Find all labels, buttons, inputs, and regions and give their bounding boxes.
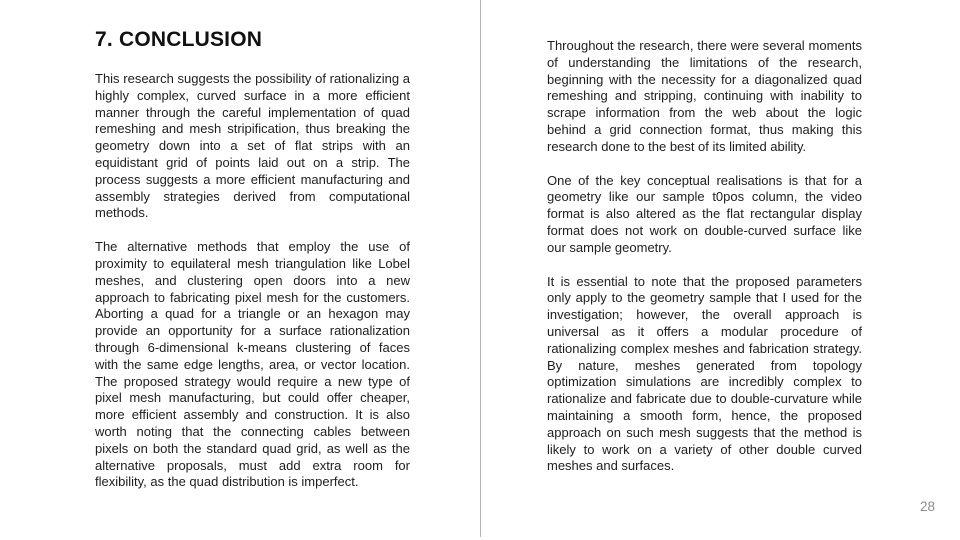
right-paragraph-1: Throughout the research, there were several moments of understanding the limitations of the research, beginning with the necessity for a diagonalized quad remeshing and stripping, continuing with inability to scrape information from the web about the logic behind a grid connection format, thus making this research done to the best of its limited ability. [547,38,862,154]
right-paragraph-2: One of the key conceptual realisations is that for a geometry like our sample t0pos column, the video format is also altered as the flat rectangular display format does not work on double-curved surface like our sample geometry. [547,172,862,255]
right-paragraph-3: It is essential to note that the proposed parameters only apply to the geometry sample that I used for the investigation; however, the overall approach is universal as it offers a modular procedure of rationalizing complex meshes and fabrication strategy. By nature, meshes generated from topology optimization simulations are incredibly complex to rationalize and fabricate due to double-curvature while maintaining a smooth form, hence, the proposed approach on such mesh suggests that the method is likely to work on a variety of other double curved meshes and surfaces. [547,273,862,474]
page-number: 28 [920,499,936,514]
left-paragraph-1: This research suggests the possibility of rationalizing a highly complex, curved surface in a more efficient manner through the careful implementation of quad remeshing and mesh stripification, thus breaking the geometry down into a set of flat strips with an equidistant grid of points laid out on a strip. The process suggests a more efficient manufacturing and assembly strategies derived from computational methods. [95,71,410,221]
left-column [95,28,410,491]
right-column [547,38,862,475]
left-paragraph-2: The alternative methods that employ the use of proximity to equilateral mesh triangulation like Lobel meshes, and clustering open doors into a new approach to fabricating pixel mesh for the customers. Aborting a quad for a triangle or an hexagon may provide an opportunity for a surface rationalization through 6-dimensional k-means clustering of faces with the same edge lengths, area, or vector location. The proposed strategy would require a new type of pixel mesh manufacturing, but could offer cheaper, more efficient assembly and construction. It is also worth noting that the connecting cables between pixels on both the standard quad grid, as well as the alternative proposals, must add extra room for flexibility, as the quad distribution is imperfect. [95,239,410,490]
section-heading: 7. CONCLUSION [95,28,263,51]
column-divider [480,0,481,537]
